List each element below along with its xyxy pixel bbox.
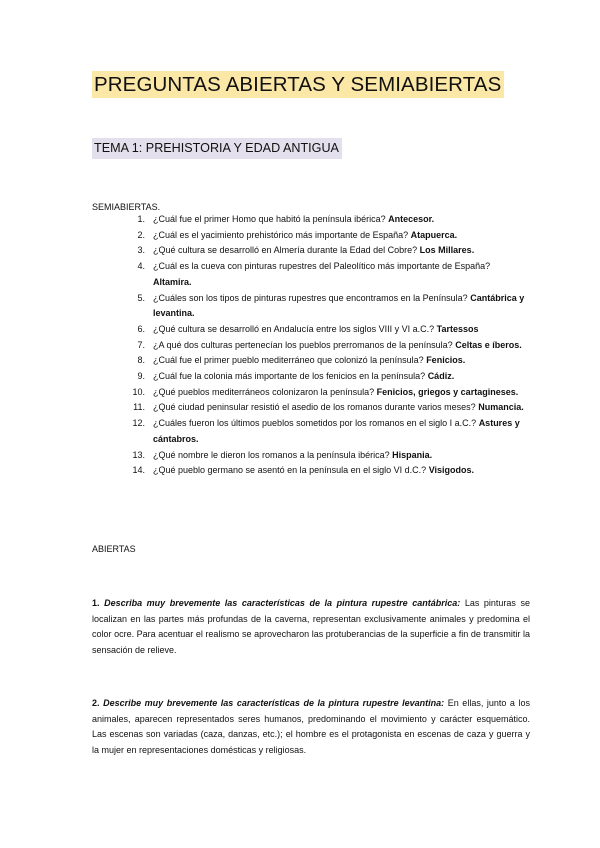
- semiabiertas-label: SEMIABIERTAS.: [92, 202, 161, 212]
- open-question-answer: Las pinturas se localizan en las partes más profundas de la caverna, representan exclusivamente animales y predomina el color ocre. Para acentuar el realismo se aprovecharon las protuberancias de la superficie a fin de transmitir la sensación de relieve.: [92, 598, 530, 656]
- question-number: 14.: [132, 465, 145, 476]
- question-text: ¿Cuál fue la colonia más importante de los fenicios en la península?: [153, 371, 426, 382]
- list-item: [92, 448, 530, 464]
- question-text: ¿Qué pueblos mediterráneos colonizaron la península?: [153, 386, 375, 397]
- question-number: 6.: [137, 323, 145, 334]
- question-number: 7.: [137, 339, 145, 350]
- abiertas-label: ABIERTAS: [92, 544, 136, 554]
- question-number: 13.: [132, 449, 145, 460]
- question-answer: Fenicios.: [426, 355, 466, 366]
- list-item: [92, 416, 530, 447]
- list-item: [92, 322, 530, 338]
- list-item: [92, 212, 530, 228]
- question-number: 4.: [137, 261, 145, 272]
- list-item: [92, 369, 530, 385]
- question-text: ¿Cuál es la cueva con pinturas rupestres del Paleolítico más importante de España?: [153, 261, 491, 272]
- page-title: PREGUNTAS ABIERTAS Y SEMIABIERTAS: [92, 71, 504, 98]
- question-answer: Astures y cántabros.: [153, 418, 520, 444]
- question-answer: Numancia.: [478, 402, 524, 413]
- open-question-prompt: Describe muy brevemente las características de la pintura rupestre levantina:: [103, 698, 445, 708]
- question-text: ¿Qué ciudad peninsular resistió el asedio de los romanos durante varios meses?: [153, 402, 476, 413]
- list-item: [92, 243, 530, 259]
- question-number: 9.: [137, 371, 145, 382]
- question-answer: Tartessos: [436, 323, 479, 334]
- question-text: ¿Cuáles son los tipos de pinturas rupestres que encontramos en la Península?: [153, 292, 468, 303]
- list-item: [92, 338, 530, 354]
- question-number: 11.: [133, 402, 145, 413]
- open-question-prompt: Describa muy brevemente las características de la pintura rupestre cantábrica:: [104, 598, 461, 608]
- topic-heading: TEMA 1: PREHISTORIA Y EDAD ANTIGUA: [92, 138, 342, 159]
- list-item: [92, 291, 530, 322]
- question-answer: Altamira.: [153, 276, 192, 287]
- semiabiertas-list: [92, 212, 530, 479]
- question-answer: Cantábrica y levantina.: [153, 292, 525, 319]
- list-item: [92, 385, 530, 401]
- question-answer: Cádiz.: [427, 371, 455, 382]
- open-question-1: [92, 596, 530, 659]
- question-answer: Antecesor.: [388, 214, 435, 224]
- question-number: 2.: [137, 229, 145, 240]
- list-item: [92, 463, 530, 479]
- question-text: ¿Qué cultura se desarrolló en Almería durante la Edad del Cobre?: [153, 245, 418, 256]
- question-answer: Los Millares.: [419, 245, 475, 256]
- list-item: [92, 228, 530, 244]
- question-number: 1.: [137, 214, 145, 224]
- open-question-number: 1.: [92, 598, 100, 608]
- question-text: ¿Qué cultura se desarrolló en Andalucía entre los siglos VIII y VI a.C.?: [153, 323, 435, 334]
- question-answer: Visigodos.: [428, 465, 475, 476]
- question-number: 3.: [137, 245, 145, 256]
- question-text: ¿Cuáles fueron los últimos pueblos sometidos por los romanos en el siglo I a.C.?: [153, 418, 477, 429]
- question-text: ¿Qué pueblo germano se asentó en la península en el siglo VI d.C.?: [153, 465, 427, 476]
- question-answer: Atapuerca.: [410, 229, 458, 240]
- question-number: 10.: [132, 386, 145, 397]
- question-answer: Fenicios, griegos y cartagineses.: [376, 386, 519, 397]
- question-text: ¿Qué nombre le dieron los romanos a la península ibérica?: [153, 449, 390, 460]
- open-question-number: 2.: [92, 698, 100, 708]
- question-text: ¿Cuál fue el primer Homo que habitó la península ibérica?: [153, 214, 386, 224]
- question-number: 12.: [132, 418, 145, 429]
- question-number: 8.: [137, 355, 145, 366]
- list-item: [92, 400, 530, 416]
- question-answer: Celtas e íberos.: [455, 339, 522, 350]
- question-text: ¿Cuál es el yacimiento prehistórico más importante de España?: [153, 229, 409, 240]
- question-text: ¿A qué dos culturas pertenecían los pueblos prerromanos de la península?: [153, 339, 453, 350]
- list-item: [92, 353, 530, 369]
- question-number: 5.: [137, 292, 145, 303]
- question-answer: Hispania.: [392, 449, 433, 460]
- open-question-2: [92, 696, 530, 759]
- open-question-answer: En ellas, junto a los animales, aparecen representados seres humanos, predominando el movimiento y carácter esquemático. Las escenas son variadas (caza, danzas, etc.); el hombre es el protagonista en escenas de caza y guerra y la mujer en representaciones domésticas y religiosas.: [92, 698, 530, 756]
- list-item: [92, 259, 530, 290]
- question-text: ¿Cuál fue el primer pueblo mediterráneo que colonizó la península?: [153, 355, 424, 366]
